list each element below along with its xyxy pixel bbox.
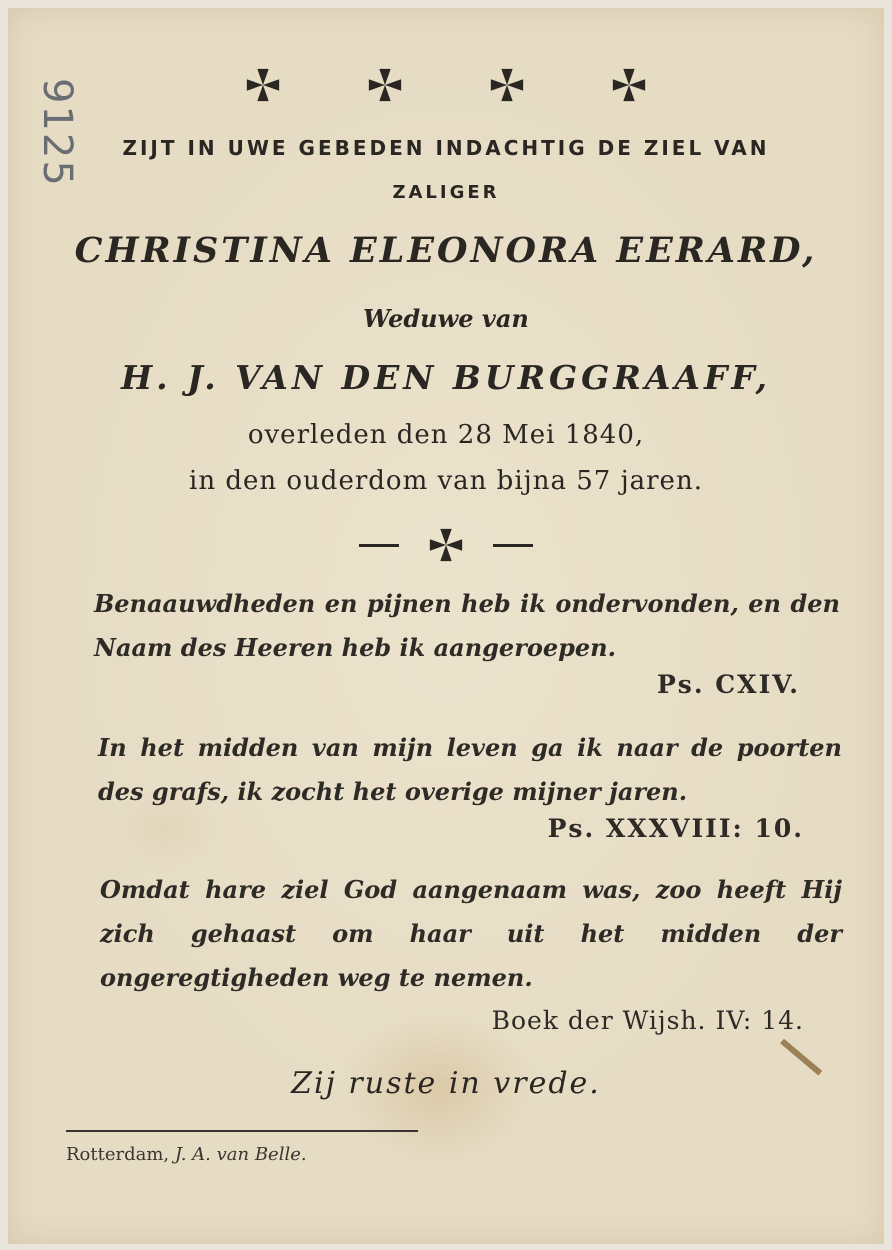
printer-name: J. A. van Belle. <box>174 1144 307 1165</box>
closing-blessing: Zij ruste in vrede. <box>291 1066 601 1101</box>
footer-rule <box>66 1130 418 1132</box>
relation-line: Weduwe van <box>363 304 529 333</box>
heading-zaliger: ZALIGER <box>392 182 500 203</box>
maltese-cross-icon <box>366 66 404 104</box>
verse-text: In het midden van mijn leven ga ik naar de poorten des grafs, ik zocht het overige mijner jaren. <box>98 733 842 806</box>
death-date-line: overleden den 28 Mei 1840, <box>247 420 645 450</box>
printer-place: Rotterdam, <box>66 1144 170 1165</box>
verse-reference: Ps. CXIV. <box>657 670 800 699</box>
divider-dash <box>493 544 533 547</box>
ornamental-divider <box>8 526 884 564</box>
printer-imprint <box>66 1144 307 1165</box>
heading: ZIJT IN UWE GEBEDEN INDACHTIG DE ZIEL VAN <box>122 136 770 160</box>
maltese-cross-icon <box>610 66 648 104</box>
verse-text: Omdat hare ziel God aangenaam was, zoo heeft Hij zich gehaast om haar uit het midden der ongeregtigheden weg te nemen. <box>100 875 842 992</box>
verse-reference: Ps. XXXVIII: 10. <box>547 814 804 843</box>
verse-text: Benaauwdheden en pijnen heb ik ondervonden, en den Naam des Heeren heb ik aangeroepen. <box>94 589 840 662</box>
age-line: in den ouderdom van bijna 57 jaren. <box>189 466 703 496</box>
deceased-name: CHRISTINA ELEONORA EERARD, <box>74 230 818 271</box>
maltese-cross-icon <box>488 66 526 104</box>
maltese-cross-icon <box>427 526 465 564</box>
crosses-row <box>8 66 884 104</box>
divider-dash <box>359 544 399 547</box>
verse-reference: Boek der Wijsh. IV: 14. <box>491 1006 804 1035</box>
spouse-name: H. J. VAN DEN BURGGRAAFF, <box>120 358 772 397</box>
handwritten-archive-number: 9125 <box>34 78 80 188</box>
maltese-cross-icon <box>244 66 282 104</box>
memorial-card <box>8 8 884 1244</box>
